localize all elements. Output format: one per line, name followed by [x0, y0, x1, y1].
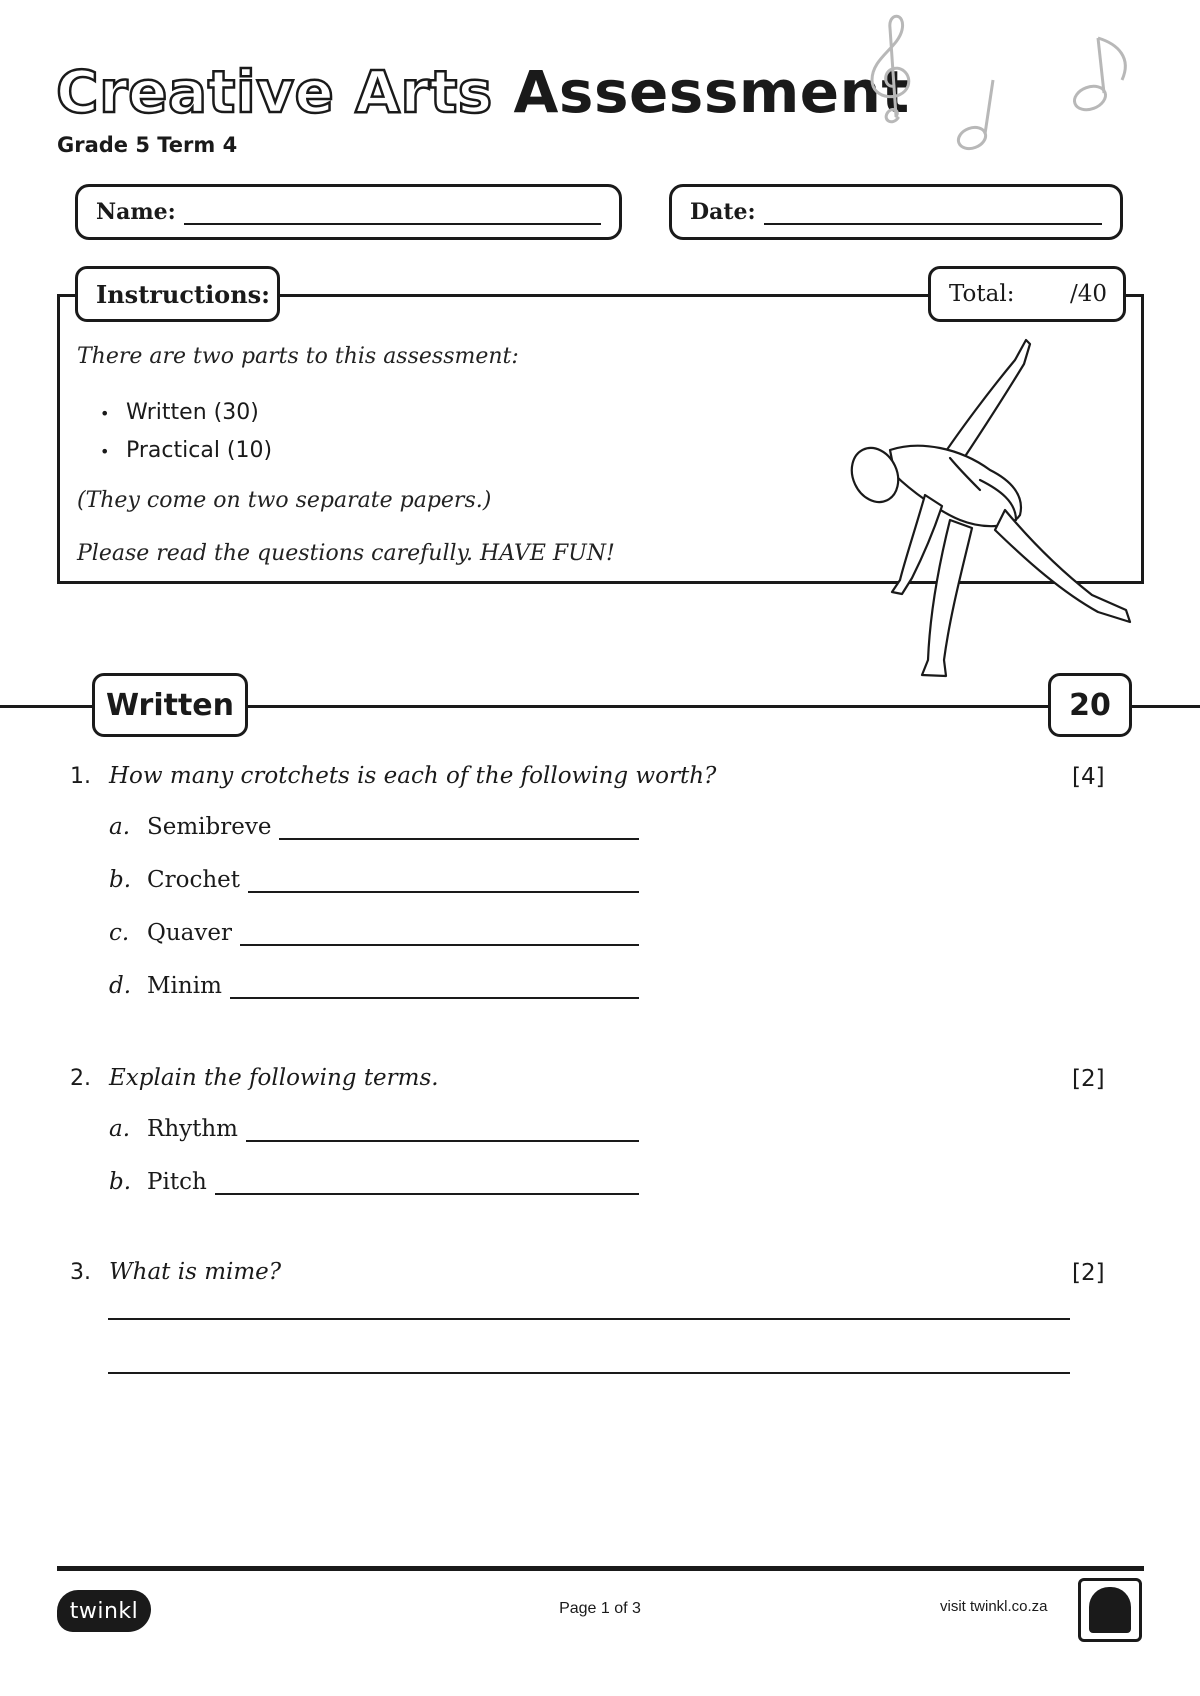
instructions-heading: Instructions: [75, 266, 280, 322]
q2-item-a [109, 1116, 639, 1142]
answer-line[interactable] [246, 1116, 639, 1142]
name-input-line[interactable] [184, 199, 601, 225]
question-2-number: 2. [70, 1066, 91, 1091]
total-label: Total: [949, 281, 1015, 307]
date-label: Date: [690, 199, 756, 225]
question-1-text: How many crotchets is each of the following worth? [109, 763, 717, 789]
name-field[interactable] [75, 184, 622, 240]
total-score: /40 [1069, 281, 1107, 307]
page-number: Page 1 of 3 [559, 1600, 641, 1617]
item-letter: b. [109, 1169, 132, 1195]
date-field[interactable] [669, 184, 1123, 240]
question-3-number: 3. [70, 1260, 91, 1285]
quality-standard-badge-icon [1078, 1578, 1142, 1642]
grade-term-subtitle: Grade 5 Term 4 [57, 133, 238, 157]
item-letter: d. [109, 973, 132, 999]
item-letter: a. [109, 1116, 131, 1142]
question-2-text: Explain the following terms. [109, 1065, 439, 1091]
answer-line[interactable] [230, 973, 639, 999]
question-3-marks: [2] [1072, 1260, 1105, 1286]
instructions-note: (They come on two separate papers.) [77, 488, 492, 513]
answer-line[interactable] [240, 920, 639, 946]
item-label: Semibreve [147, 814, 272, 840]
answer-line[interactable] [215, 1169, 639, 1195]
answer-line[interactable] [279, 814, 639, 840]
q1-item-c [109, 920, 639, 946]
item-letter: a. [109, 814, 131, 840]
item-label: Minim [147, 973, 222, 999]
question-1-marks: [4] [1072, 764, 1105, 790]
visit-link[interactable]: visit twinkl.co.za [940, 1598, 1048, 1615]
footer-divider [57, 1566, 1144, 1571]
item-letter: c. [109, 920, 130, 946]
section-marks: 20 [1048, 673, 1132, 737]
item-label: Pitch [147, 1169, 207, 1195]
twinkl-logo[interactable]: twinkl [57, 1590, 151, 1632]
quaver-note-icon [1071, 38, 1125, 114]
item-letter: b. [109, 867, 132, 893]
instructions-closing: Please read the questions carefully. HAVE FUN! [77, 541, 615, 566]
name-label: Name: [96, 199, 176, 225]
question-2-marks: [2] [1072, 1066, 1105, 1092]
answer-line[interactable] [108, 1318, 1070, 1320]
list-item: • Written (30) [100, 394, 272, 432]
dancer-illustration [830, 330, 1150, 705]
q1-item-a [109, 814, 639, 840]
assessment-parts-list [100, 394, 272, 470]
q1-item-b [109, 867, 639, 893]
instructions-intro: There are two parts to this assessment: [77, 344, 519, 369]
date-input-line[interactable] [764, 199, 1102, 225]
question-1-number: 1. [70, 764, 91, 789]
answer-line[interactable] [248, 867, 639, 893]
answer-line[interactable] [108, 1372, 1070, 1374]
item-label: Crochet [147, 867, 240, 893]
music-notes-decoration [860, 8, 1150, 163]
q2-item-b [109, 1169, 639, 1195]
item-label: Quaver [147, 920, 232, 946]
section-title-written: Written [92, 673, 248, 737]
item-label: Rhythm [147, 1116, 238, 1142]
crotchet-note-icon [955, 80, 993, 152]
title-assessment: Assessment [513, 58, 910, 126]
treble-clef-icon [872, 16, 909, 122]
page-title [56, 58, 910, 126]
question-3-text: What is mime? [109, 1259, 282, 1285]
q1-item-d [109, 973, 639, 999]
total-box [928, 266, 1126, 322]
title-creative-arts: Creative Arts [56, 58, 493, 126]
list-item: • Practical (10) [100, 432, 272, 470]
